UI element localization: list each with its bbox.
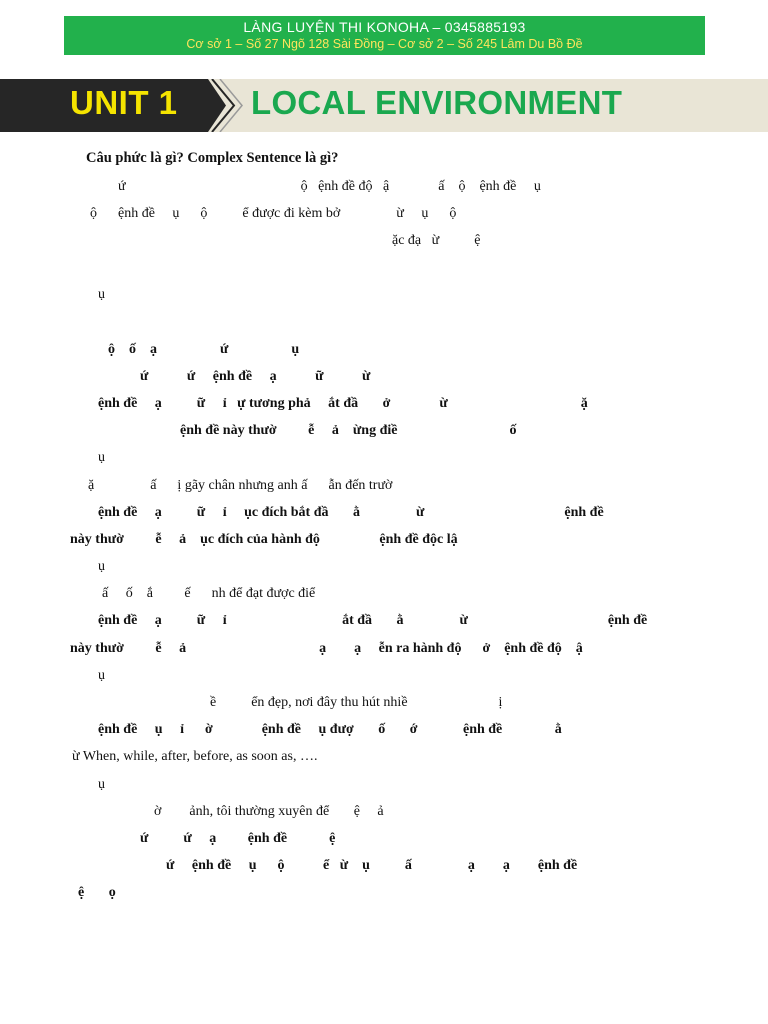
- text-line: ề ển đẹp, nơi đây thu hút nhiề ị: [210, 695, 503, 710]
- text-line: ụ: [98, 287, 105, 302]
- section-heading: Câu phức là gì? Complex Sentence là gì?: [86, 150, 339, 166]
- unit-title: LOCAL ENVIRONMENT: [251, 84, 623, 121]
- text-line: ứ ứ ạ ệnh đề ệ: [140, 831, 336, 846]
- text-line: ệnh đề này thườ ễ ả ừng điề ố: [180, 423, 517, 438]
- text-line: ờ ảnh, tôi thường xuyên để ệ ả: [154, 804, 384, 819]
- text-line: ứ ứ ệnh đề ạ ữ ừ: [140, 369, 371, 384]
- text-line: ứ ộ ệnh đề độ ậ ấ ộ ệnh đề ụ: [118, 179, 541, 194]
- text-line: ứ ệnh đề ụ ộ ể ừ ụ ấ ạ ạ ệnh đề: [166, 858, 578, 873]
- text-line: ệnh đề ạ ữ ỉ ắt đầ ằ ừ ệnh đề: [98, 613, 648, 628]
- text-line: ệ ọ: [78, 885, 116, 900]
- text-line: ụ: [98, 450, 105, 465]
- text-line: ặc đạ ừ ệ: [392, 233, 481, 248]
- text-line: này thườ ễ ả ạ ạ ễn ra hành độ ở ệnh đề độ ậ: [70, 641, 583, 656]
- text-line: ấ ố ắ ế nh để đạt được điể: [102, 586, 316, 601]
- text-line: ệnh đề ạ ữ ỉ ục đích bắt đầ ằ ừ ệnh đề: [98, 505, 604, 520]
- unit-number: UNIT 1: [70, 84, 178, 121]
- text-line: ặ ấ ị gãy chân nhưng anh ấ ẫn đến trườ: [88, 478, 393, 493]
- text-line: ụ: [98, 559, 105, 574]
- text-line: ệnh đề ụ ỉ ờ ệnh đề ụ đượ ố ớ ệnh đề ằ: [98, 722, 562, 737]
- text-line: ụ: [98, 668, 105, 683]
- center-name-phone: LÀNG LUYỆN THI KONOHA – 0345885193: [243, 19, 526, 35]
- text-line: ụ: [98, 777, 105, 792]
- text-line: ộ ố ạ ứ ụ: [108, 342, 300, 357]
- center-addresses: Cơ sở 1 – Số 27 Ngõ 128 Sài Đồng – Cơ sở 2 – Số 245 Lâm Du Bồ Đề: [186, 37, 583, 51]
- text-line: ừ When, while, after, before, as soon as, ….: [72, 749, 318, 764]
- center-info-banner: [64, 16, 705, 55]
- text-line: này thườ ễ ả ục đích của hành độ ệnh đề độc lậ: [70, 532, 458, 547]
- text-line: ệnh đề ạ ữ ỉ ự tương phả ắt đầ ở ừ ặ: [98, 396, 588, 411]
- text-line: ộ ệnh đề ụ ộ ể được đi kèm bở ừ ụ ộ: [90, 206, 457, 221]
